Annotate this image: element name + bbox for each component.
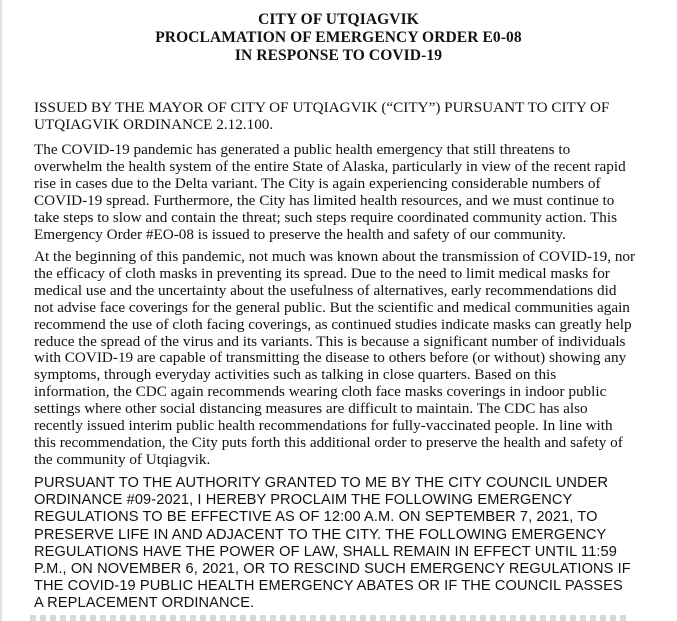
document-header	[0, 11, 677, 65]
issued-statement	[34, 100, 642, 134]
text-line: overwhelm the health system of the entire State of Alaska, particularly in view of the recent rapid	[34, 157, 626, 175]
text-line: At the beginning of this pandemic, not much was known about the transmission of COVID-19, nor	[34, 248, 636, 265]
text-line: settings where other social distancing measures are difficult to maintain. The CDC has also	[34, 400, 588, 418]
paragraph-pandemic	[34, 142, 642, 243]
header-city: CITY OF UTQIAGVIK	[258, 11, 419, 28]
text-line: recently issued interim public health recommendations for fully-vaccinated people. In line with	[34, 417, 613, 435]
text-line: rise in cases due to the Delta variant. The City is again experiencing considerable numbers of	[34, 174, 601, 192]
cut-off-next-line	[30, 615, 630, 621]
scan-edge-shadow	[0, 0, 3, 621]
text-line: REGULATIONS HAVE THE POWER OF LAW, SHALL REMAIN IN EFFECT UNTIL 11:59	[34, 543, 617, 560]
text-line: the efficacy of cloth masks in preventing its spread. Due to the need to limit medical masks for	[34, 264, 610, 282]
text-line: recommend the use of cloth facing coverings, as continued studies indicate masks can greatly help	[34, 315, 632, 333]
text-line: P.M., ON NOVEMBER 6, 2021, OR TO RESCIND SUCH EMERGENCY REGULATIONS IF	[34, 561, 631, 578]
header-subject: IN RESPONSE TO COVID-19	[234, 47, 443, 64]
text-line: UTQIAGVIK ORDINANCE 2.12.100.	[34, 115, 274, 133]
text-line: ORDINANCE #09-2021, I HEREBY PROCLAIM THE FOLLOWING EMERGENCY	[34, 492, 573, 509]
text-line: this recommendation, the City puts forth this additional order to preserve the health and safety of	[34, 433, 623, 451]
text-line: ISSUED BY THE MAYOR OF CITY OF UTQIAGVIK (“CITY”) PURSUANT TO CITY OF	[34, 99, 610, 116]
paragraph-masks	[34, 249, 642, 469]
header-proclamation: PROCLAMATION OF EMERGENCY ORDER E0-08	[155, 29, 522, 46]
text-line: with COVID-19 are capable of transmitting the disease to others before (or without) showing any	[34, 349, 627, 367]
text-line: symptoms, through everyday activities such as talking in close quarters. Based on this	[34, 366, 557, 384]
text-line: take steps to slow and contain the threat; such steps require coordinated community action. This	[34, 208, 618, 226]
text-line: PURSUANT TO THE AUTHORITY GRANTED TO ME BY THE CITY COUNCIL UNDER	[34, 475, 609, 491]
text-line: REGULATIONS TO BE EFFECTIVE AS OF 12:00 A.M. ON SEPTEMBER 7, 2021, TO	[34, 509, 598, 526]
text-line: THE COVID-19 PUBLIC HEALTH EMERGENCY ABATES OR IF THE COUNCIL PASSES	[34, 578, 623, 595]
text-line: COVID-19 spread. Furthermore, the City has limited health resources, and we must continue to	[34, 191, 615, 209]
text-line: PRESERVE LIFE IN AND ADJACENT TO THE CITY. THE FOLLOWING EMERGENCY	[34, 526, 607, 543]
text-line: Emergency Order #EO-08 is issued to preserve the health and safety of our community.	[34, 225, 566, 243]
text-line: A REPLACEMENT ORDINANCE.	[34, 595, 255, 612]
text-line: not advise face coverings for the general public. But the scientific and medical communities again	[34, 298, 630, 316]
text-line: reduce the spread of the virus and its variants. This is because a significant number of individuals	[34, 332, 626, 350]
text-line: information, the CDC again recommends wearing cloth face masks coverings in indoor public	[34, 383, 607, 401]
paragraph-proclamation	[34, 475, 642, 613]
text-line: the community of Utqiagvik.	[34, 450, 211, 468]
text-line: The COVID-19 pandemic has generated a public health emergency that still threatens to	[34, 141, 571, 158]
text-line: medical use and the uncertainty about the usefulness of alternatives, early recommendations did	[34, 281, 617, 299]
